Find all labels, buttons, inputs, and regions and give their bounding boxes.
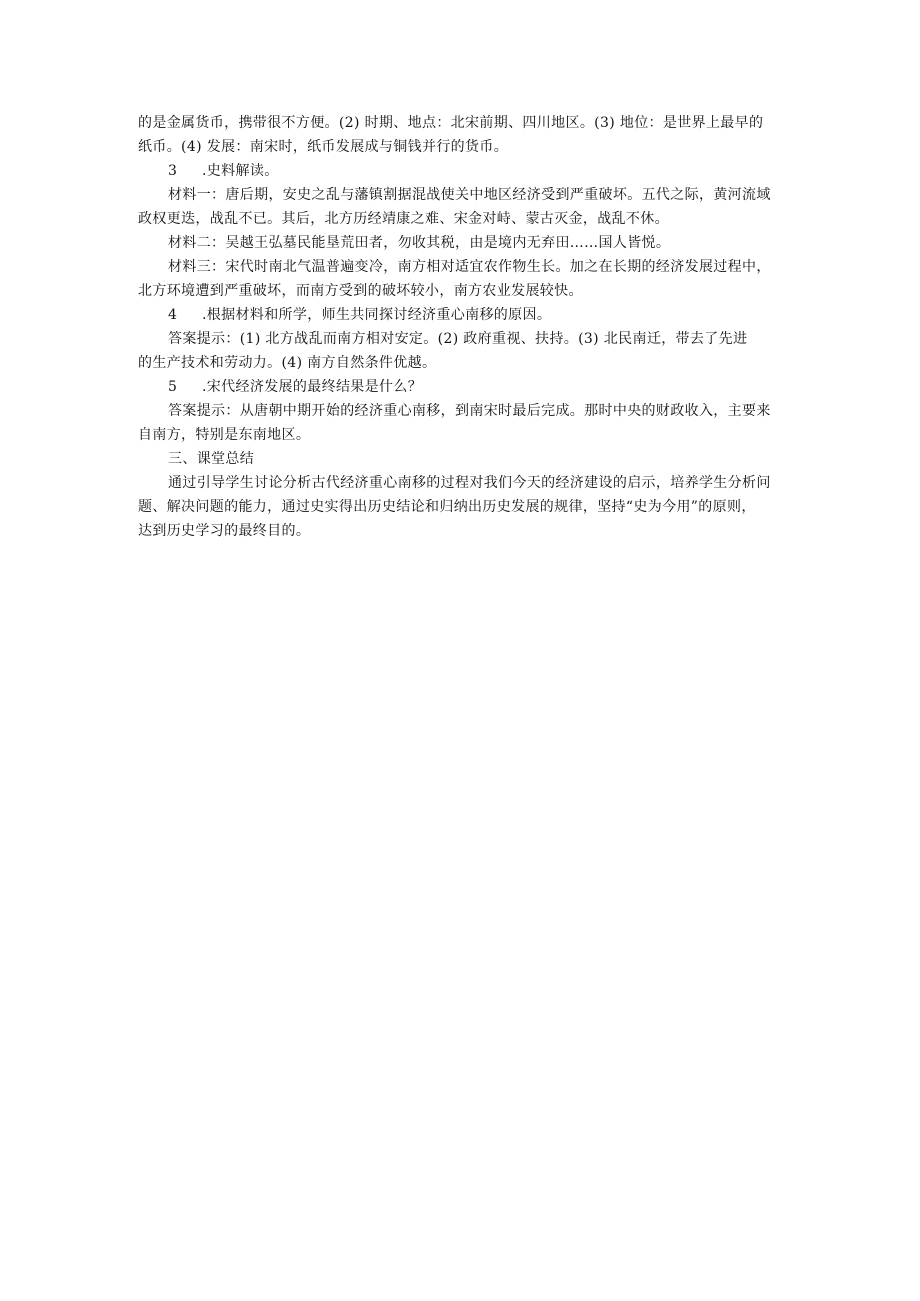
paragraph-line: 通过引导学生讨论分析古代经济重心南移的过程对我们今天的经济建设的启示，培养学生分析问 [168, 475, 771, 491]
paragraph-line: 纸币。(4) 发展：南宋时，纸币发展成与铜钱并行的货币。 [138, 139, 509, 155]
numbered-heading [138, 375, 788, 399]
paragraph-line: 材料一：唐后期，安史之乱与藩镇割据混战使关中地区经济受到严重破坏。五代之际，黄河流域 [168, 187, 771, 203]
paragraph-line: 的是金属货币，携带很不方便。(2) 时期、地点：北宋前期、四川地区。(3) 地位：是世界上最早的 [138, 115, 764, 131]
heading-number: 5 [168, 379, 178, 395]
paragraph-line: 题、解决问题的能力，通过史实得出历史结论和归纳出历史发展的规律，坚持“史为今用”的原则， [138, 499, 756, 515]
paragraph-line: 达到历史学习的最终目的。 [138, 523, 311, 539]
heading-text: .宋代经济发展的最终结果是什么？ [202, 379, 423, 395]
paragraph-line: 自南方，特别是东南地区。 [138, 427, 311, 443]
paragraph-line: 材料二：吴越王弘墓民能垦荒田者，勿收其税，由是境内无弃田……国人皆悦。 [168, 235, 671, 251]
numbered-heading [138, 303, 788, 327]
heading-text: .根据材料和所学，师生共同探讨经济重心南移的原因。 [202, 307, 552, 323]
paragraph-line: 材料三：宋代时南北气温普遍变冷，南方相对适宜农作物生长。加之在长期的经济发展过程中， [168, 259, 771, 275]
heading-text: .史料解读。 [202, 163, 279, 179]
document-body [138, 111, 788, 543]
paragraph-line: 的生产技术和劳动力。(4) 南方自然条件优越。 [138, 355, 437, 371]
paragraph-line: 答案提示：(1) 北方战乱而南方相对安定。(2) 政府重视、扶持。(3) 北民南迁，带去了先进 [168, 331, 748, 347]
numbered-heading [138, 159, 788, 183]
heading-number: 4 [168, 307, 178, 323]
paragraph-line: 答案提示：从唐朝中期开始的经济重心南移，到南宋时最后完成。那时中央的财政收入，主要来 [168, 403, 771, 419]
section-heading: 三、课堂总结 [168, 451, 255, 467]
paragraph-line: 北方环境遭到严重破坏，而南方受到的破坏较小，南方农业发展较快。 [138, 283, 583, 299]
paragraph-line: 政权更迭，战乱不已。其后，北方历经靖康之难、宋金对峙、蒙古灭金，战乱不休。 [138, 211, 669, 227]
heading-number: 3 [168, 163, 178, 179]
